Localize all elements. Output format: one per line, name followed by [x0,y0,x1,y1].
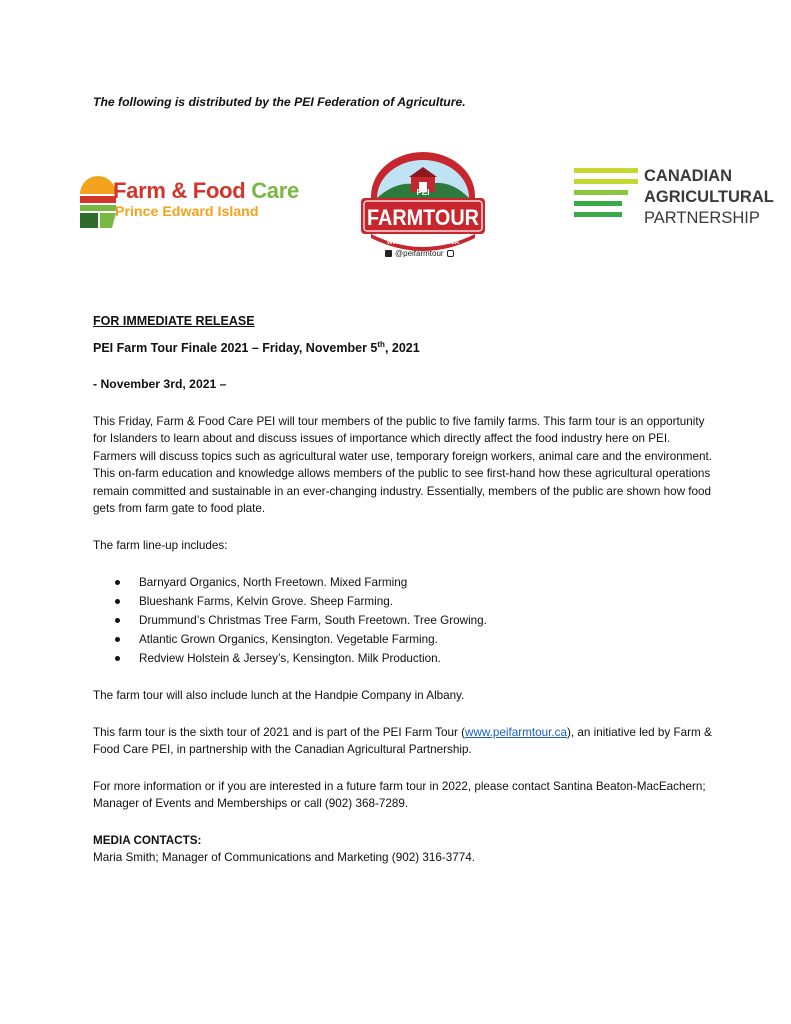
media-contacts-label: MEDIA CONTACTS: [93,833,202,847]
bullet-icon [115,580,120,585]
farmtour-website-link[interactable]: www.peifarmtour.ca [465,725,567,739]
list-item [93,592,713,611]
bullet-icon [115,637,120,642]
bullet-icon [115,618,120,623]
bullet-icon [115,599,120,604]
canadian-agricultural-partnership-logo [574,166,774,232]
paragraph-overview: This Friday, Farm & Food Care PEI will tour members of the public to five family farms. This farm tour is an opportunity for Islanders to learn about and discuss issues of importance which directly affect the food industry here on PEI. Farmers will discuss topics such as agricultural water use, temporary foreign workers, animal care and the environment. This on-farm education and knowledge allows members of the public to see first-hand how these agricultural operations remain committed and sustainable in an ever-changing industry. Essentially, members of the public are shown how food gets from farm gate to food plate. [93,414,713,516]
press-release-body [93,313,713,867]
farm-food-care-logo [72,164,312,234]
farmtour-handle-text: @peifarmtour [395,249,444,258]
release-title [93,336,713,358]
lineup-intro: The farm line-up includes: [93,538,228,552]
paragraph-lunch: The farm tour will also include lunch at the Handpie Company in Albany. [93,689,465,703]
list-item [93,630,713,649]
paragraph-more-info: For more information or if you are interested in a future farm tour in 2022, please contact Santina Beaton-MacEachern; Manager of Events and Memberships or call (902) 368-7289. [93,779,706,811]
cap-line-3: PARTNERSHIP [644,209,760,227]
farm-name: Atlantic Grown Organics, Kensington. Vegetable Farming. [139,633,438,647]
farmtour-main-text: FARMTOUR [367,205,480,230]
media-contact: Maria Smith; Manager of Communications and Marketing (902) 316-3774. [93,851,475,865]
pei-farm-tour-logo [359,148,487,260]
list-item [93,611,713,630]
farmtour-url-text: WWW.PEIFARMTOUR.CA [386,240,460,246]
release-label: FOR IMMEDIATE RELEASE [93,314,255,328]
intro-line: The following is distributed by the PEI Federation of Agriculture. [93,95,466,109]
list-item [93,573,713,592]
farm-field-icon [78,170,118,230]
release-date: - November 3rd, 2021 – [93,377,227,392]
release-title-main: PEI Farm Tour Finale 2021 – Friday, November 5 [93,340,378,355]
farmtour-top-text: PEI [416,188,430,197]
farm-name: Redview Holstein & Jersey’s, Kensington. Milk Production. [139,652,441,666]
ffc-title-b: Care [251,178,299,203]
farmtour-social-handle [385,249,454,258]
ffc-subtitle: Prince Edward Island [115,204,259,220]
bullet-icon [115,656,120,661]
release-title-sup: th [377,339,385,349]
cap-line-1: CANADIAN [644,167,732,185]
cap-line-2: AGRICULTURAL [644,188,774,206]
farm-name: Drummund’s Christmas Tree Farm, South Freetown. Tree Growing. [139,614,487,628]
cap-stripes-icon [574,168,638,223]
ffc-title [113,178,299,204]
farm-name: Blueshank Farms, Kelvin Grove. Sheep Farming. [139,595,393,609]
farm-name: Barnyard Organics, North Freetown. Mixed Farming [139,576,408,590]
partnership-text-before: This farm tour is the sixth tour of 2021 and is part of the PEI Farm Tour ( [93,725,465,739]
paragraph-partnership [93,724,713,759]
list-item [93,649,713,668]
partnership-text-after: ), an initiative led by Farm & Food Care PEI, in partnership with the Canadian Agricultural Partnership. [93,725,712,757]
farm-list [93,573,713,668]
release-title-year: , 2021 [384,340,420,355]
ffc-title-a: Farm & Food [113,178,246,203]
cap-wordmark [644,166,774,229]
instagram-icon [447,250,454,257]
facebook-icon [385,250,392,257]
